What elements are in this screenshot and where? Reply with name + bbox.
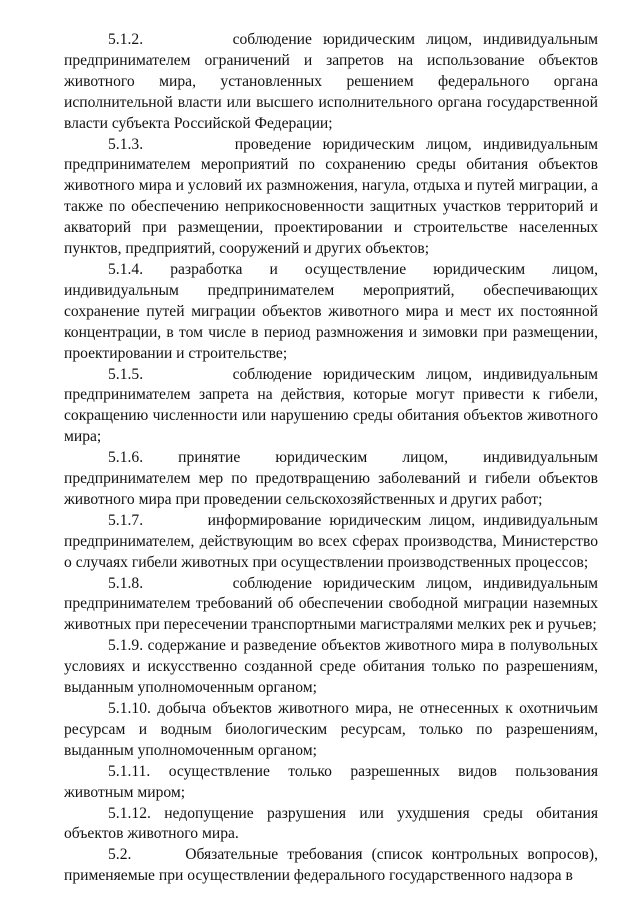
paragraph-text: соблюдение юридическим лицом, индивидуальным предпринимателем требований об обеспечении свободной миграции наземных животных при пересечении транспортными магистралями мелких рек и ручьев; (64, 574, 598, 634)
paragraph-5-1-10 (64, 699, 598, 762)
paragraph-text: соблюдение юридическим лицом, индивидуальным предпринимателем ограничений и запретов на использование объектов животного мира, установленных решением федерального органа исполнительной власти или высшего исполнительного органа государственной власти субъекта Российской Федерации; (64, 31, 598, 132)
paragraph-5-1-9 (64, 636, 598, 699)
paragraph-number: 5.1.8. (108, 574, 144, 592)
paragraph-number: 5.1.2. (108, 31, 144, 48)
paragraph-text: проведение юридическим лицом, индивидуальным предпринимателем мероприятий по сохранению среды обитания объектов животного мира и условий их размножения, нагула, отдыха и путей миграции, а также по обеспечению неприкосновенности защитных участков территорий и акваторий при размещении, проектировании и строительстве населенных пунктов, предприятий, сооружений и других объектов; (64, 135, 599, 258)
paragraph-text: недопущение разрушения или ухудшения среды обитания объектов животного мира. (64, 804, 598, 843)
paragraph-5-1-7 (64, 511, 598, 574)
paragraph-5-1-11 (64, 762, 598, 804)
paragraph-text: разработка и осуществление юридическим лицом, индивидуальным предпринимателем мероприятий, обеспечивающих сохранение путей миграции объектов животного мира и мест их постоянной концентрации, в том числе в период размножения и зимовки при размещении, проектировании и строительстве; (64, 260, 598, 362)
paragraph-5-1-3 (64, 135, 598, 260)
paragraph-text: содержание и разведение объектов животного мира в полувольных условиях и искусственно созданной среде обитания только по разрешениям, выданным уполномоченным органом; (64, 637, 598, 697)
paragraph-number: 5.1.3. (108, 135, 144, 153)
paragraph-text: соблюдение юридическим лицом, индивидуальным предпринимателем запрета на действия, которые могут привести к гибели, сокращению численности или нарушению среды обитания объектов животного мира; (64, 365, 598, 446)
paragraph-text: Обязательные требования (список контрольных вопросов), применяемые при осуществлении федерального государственного надзора в (64, 846, 598, 885)
paragraph-5-2 (64, 845, 598, 887)
paragraph-number: 5.1.4. (108, 260, 144, 278)
paragraph-text: добыча объектов животного мира, не отнесенных к охотничьим ресурсам и водным биологическим ресурсам, только по разрешениям, выданным уполномоченным органом; (64, 700, 598, 759)
paragraph-5-1-2 (64, 30, 598, 135)
paragraph-5-1-5 (64, 365, 598, 449)
paragraph-number: 5.1.6. (108, 449, 144, 467)
paragraph-number: 5.1.11. (108, 762, 151, 780)
paragraph-text: принятие юридическим лицом, индивидуальным предпринимателем мер по предотвращению заболеваний и гибели объектов животного мира при проведении сельскохозяйственных и других работ; (64, 449, 598, 508)
paragraph-text: осуществление только разрешенных видов пользования животным миром; (64, 762, 598, 801)
paragraph-text: информирование юридическим лицом, индивидуальным предпринимателем, действующим во всех сферах производства, Министерство о случаях гибели животных при осуществлении производственных процессов; (64, 511, 599, 571)
paragraph-5-1-8 (64, 574, 598, 637)
paragraph-5-1-6 (64, 448, 598, 511)
paragraph-number: 5.2. (108, 846, 132, 864)
document-page (64, 30, 598, 887)
paragraph-number: 5.1.10. (108, 700, 151, 717)
paragraph-5-1-4 (64, 260, 598, 365)
paragraph-5-1-12 (64, 804, 598, 846)
paragraph-number: 5.1.7. (108, 511, 144, 529)
paragraph-number: 5.1.12. (108, 804, 151, 822)
paragraph-number: 5.1.9. (108, 637, 144, 655)
paragraph-number: 5.1.5. (108, 365, 144, 383)
